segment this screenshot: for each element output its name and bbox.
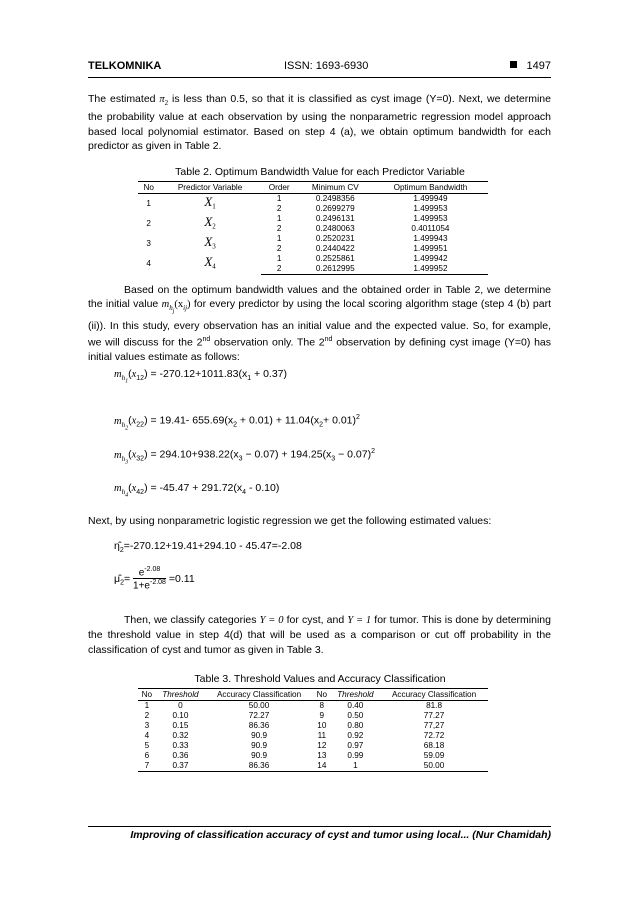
- table3-cell: 0.97: [347, 741, 364, 750]
- table3-cell: 10: [317, 721, 327, 730]
- table2-cell: 0.2612995: [298, 264, 373, 275]
- table2-cell: 2: [276, 244, 282, 253]
- table2-cell: 0.2525861: [315, 254, 355, 263]
- table2-header: Optimum Bandwidth: [373, 182, 488, 194]
- table2-cell: 1: [276, 214, 282, 223]
- table2-cell: 1.499951: [413, 244, 448, 253]
- table3-row: [138, 711, 488, 721]
- table2-caption: Table 2. Optimum Bandwidth Value for each Predictor Variable: [175, 166, 465, 178]
- table2-cell: 0.2480063: [315, 224, 355, 233]
- page-number-block: [510, 60, 551, 72]
- table3-header: No: [138, 689, 156, 701]
- table3-cell: 68.18: [423, 741, 445, 750]
- table3-cell: 2: [144, 711, 150, 720]
- table3-row: [138, 721, 488, 731]
- table2-cell: 1.499943: [413, 234, 448, 243]
- paragraph-estimated-pi: The estimated $\pi_2$ is less than 0.5, so that it is classified as cyst image (Y=0). Next, we determine the probability value at each observation by using the nonparametric regression model approach based local polynomial estimator. Based on step 4 (a), we obtain optimum bandwidth for each predictor as given in Table 2.: [88, 93, 551, 152]
- table2-cell: 1.499953: [413, 214, 448, 223]
- table2-cell: 2: [276, 204, 282, 213]
- table3-cell: 50.00: [380, 761, 488, 772]
- table2-cell: 0.2520231: [315, 234, 355, 243]
- table3-caption: Table 3. Threshold Values and Accuracy Classification: [194, 673, 446, 685]
- table2-cell: 0.2440422: [315, 244, 355, 253]
- table3-row: [138, 761, 488, 772]
- table3-cell: 11: [317, 731, 327, 740]
- table3-cell: 8: [319, 701, 325, 710]
- table2-cell: 1.499949: [413, 194, 448, 203]
- running-header: [88, 60, 551, 76]
- table3-header: Threshold: [331, 689, 380, 701]
- table2-header: Minimum CV: [298, 182, 373, 194]
- table3-cell: 72.27: [248, 711, 270, 720]
- table3-cell: 13: [317, 751, 327, 760]
- table3-cell: 4: [144, 731, 150, 740]
- table3-cell: 9: [319, 711, 325, 720]
- table2-cell: 2: [276, 224, 282, 233]
- table3-cell: 90.9: [251, 741, 268, 750]
- table2-no: 2: [146, 219, 151, 228]
- table3-row: [138, 701, 488, 712]
- table3-cell: 6: [144, 751, 150, 760]
- eta-equation: $\etâ_2=-270.12+19.41+294.10 - 45.47=-2.08$: [114, 540, 302, 555]
- table2-header: Order: [261, 182, 298, 194]
- table2-cell: 1.499952: [373, 264, 488, 275]
- table2-cell: 0.2498356: [315, 194, 355, 203]
- table2-header: Predictor Variable: [159, 182, 260, 194]
- header-rule: [88, 77, 551, 78]
- table3-cell: 1: [331, 761, 380, 772]
- table3-cell: 0.33: [172, 741, 189, 750]
- table3-cell: 0.99: [347, 751, 364, 760]
- journal-name: TELKOMNIKA: [88, 60, 162, 72]
- table2-cell: 0.2496131: [315, 214, 355, 223]
- table2-cell: 1.499953: [413, 204, 448, 213]
- table3-cell: 0.32: [172, 731, 189, 740]
- table3-cell: 12: [317, 741, 327, 750]
- table3-cell: 14: [313, 761, 331, 772]
- table3-cell: 1: [144, 701, 150, 710]
- table2-cell: 1.499942: [413, 254, 448, 263]
- mu-fraction: $\frac{e^{-2.08}}{1+e^{-2.08}}$: [133, 566, 166, 592]
- table2-predictor: $X_1$: [204, 193, 216, 211]
- table2-cell: 0.4011054: [411, 224, 450, 233]
- table3-cell: 86.36: [248, 721, 270, 730]
- footer-rule: [88, 826, 551, 827]
- table2-no: 3: [146, 239, 151, 248]
- table2-no: 1: [146, 199, 151, 208]
- table3-row: [138, 731, 488, 741]
- table3-cell: 0.80: [347, 721, 364, 730]
- initial-value-equation: $m_{h_1}(x_{12}) = -270.12+1011.83(x_1 + 0.37)$: [114, 368, 288, 385]
- table3-cell: 0.50: [347, 711, 364, 720]
- table3-header: No: [313, 689, 331, 701]
- table3-cell: 0.15: [172, 721, 189, 730]
- initial-value-equation: $m_{h_3}(x_{32}) = 294.10+938.22(x_3 - 0.07) + 194.25(x_3 - 0.07)^2$: [114, 448, 376, 465]
- initial-value-equation: $m_{h_2}(x_{22}) = 19.41-$ $655.69(x_2 + 0.01) + 11.04(x_2+ 0.01)^2$: [114, 414, 360, 431]
- table2-row: [138, 234, 488, 244]
- table3-header: Accuracy Classification: [205, 689, 313, 701]
- table-3: [138, 688, 488, 772]
- table2-no: 4: [146, 259, 151, 269]
- issn: ISSN: 1693-6930: [284, 60, 369, 72]
- paragraph-threshold: Then, we classify categories Y = 0 for cyst, and Y = 1 for tumor. This is done by determining the threshold value in step 4(d) that will be used as a comparison or cut off probability in the classification of cyst and tumor as given in Table 3.: [88, 614, 551, 656]
- table3-cell: 0: [178, 701, 183, 710]
- table3-cell: 77,27: [423, 721, 445, 730]
- table2-predictor: $X_4$: [204, 253, 216, 271]
- table3-cell: 0.92: [347, 731, 364, 740]
- table3-cell: 7: [138, 761, 156, 772]
- table3-header: Accuracy Classification: [380, 689, 488, 701]
- table3-cell: 81.8: [426, 701, 443, 710]
- table2-row: [138, 254, 488, 264]
- table2-cell: 0.2699279: [315, 204, 355, 213]
- table3-row: [138, 751, 488, 761]
- table3-cell: 90.9: [251, 731, 268, 740]
- table3-cell: 0.36: [172, 751, 189, 760]
- table3-cell: 50.00: [248, 701, 270, 710]
- table2-cell: 1: [276, 234, 282, 243]
- table3-cell: 72.72: [423, 731, 445, 740]
- table3-cell: 77.27: [423, 711, 445, 720]
- table3-cell: 3: [144, 721, 150, 730]
- table3-row: [138, 741, 488, 751]
- paragraph-initial-values: Based on the optimum bandwidth values and the obtained order in Table 2, we determine the initial value $m_{h_j}(x_{ij})$ for every predictor by using the local scoring algorithm stage (step 4 (b) part (ii)). In this study, every observation has an initial value and the expected value. So, for example, we will discuss for the 2nd observation only. The 2nd observation by defining cyst image (Y=0) has initial values estimate as follows:: [88, 284, 552, 364]
- table3-cell: 59.09: [423, 751, 445, 760]
- table2-row: [138, 214, 488, 224]
- table2-row: [138, 194, 488, 205]
- table3-cell: 86.36: [205, 761, 313, 772]
- running-footer: Improving of classification accuracy of cyst and tumor using local... (Nur Chamidah): [130, 829, 551, 841]
- table-2: [138, 181, 488, 275]
- page-number: 1497: [526, 60, 551, 72]
- paragraph-logistic: Next, by using nonparametric logistic regression we get the following estimated values:: [88, 515, 492, 527]
- table2-header: No: [138, 182, 159, 194]
- table2-cell: 2: [261, 264, 298, 275]
- m-hj-symbol: $m_{h_j}(x_{ij})$: [161, 299, 191, 315]
- table2-cell: 1: [276, 254, 282, 263]
- table3-cell: 90.9: [251, 751, 268, 760]
- initial-value-equation: $m_{h_4}(x_{42}) = -45.47 + 291.72(x_4 - 0.10)$: [114, 482, 280, 499]
- table2-predictor: $X_3$: [204, 233, 216, 251]
- mu-equation: $\mû_2=$ $\frac{e^{-2.08}}{1+e^{-2.08}}$ =0.11: [114, 566, 195, 592]
- table3-cell: 0.10: [172, 711, 189, 720]
- table3-cell: 0.37: [156, 761, 205, 772]
- table3-cell: 5: [144, 741, 150, 750]
- table3-cell: 0.40: [347, 701, 364, 710]
- table3-header: Threshold: [156, 689, 205, 701]
- square-bullet-icon: [510, 61, 517, 68]
- table2-cell: 1: [276, 194, 282, 203]
- table2-predictor: $X_2$: [204, 213, 216, 231]
- pi-symbol: $\pi_2$: [159, 94, 169, 108]
